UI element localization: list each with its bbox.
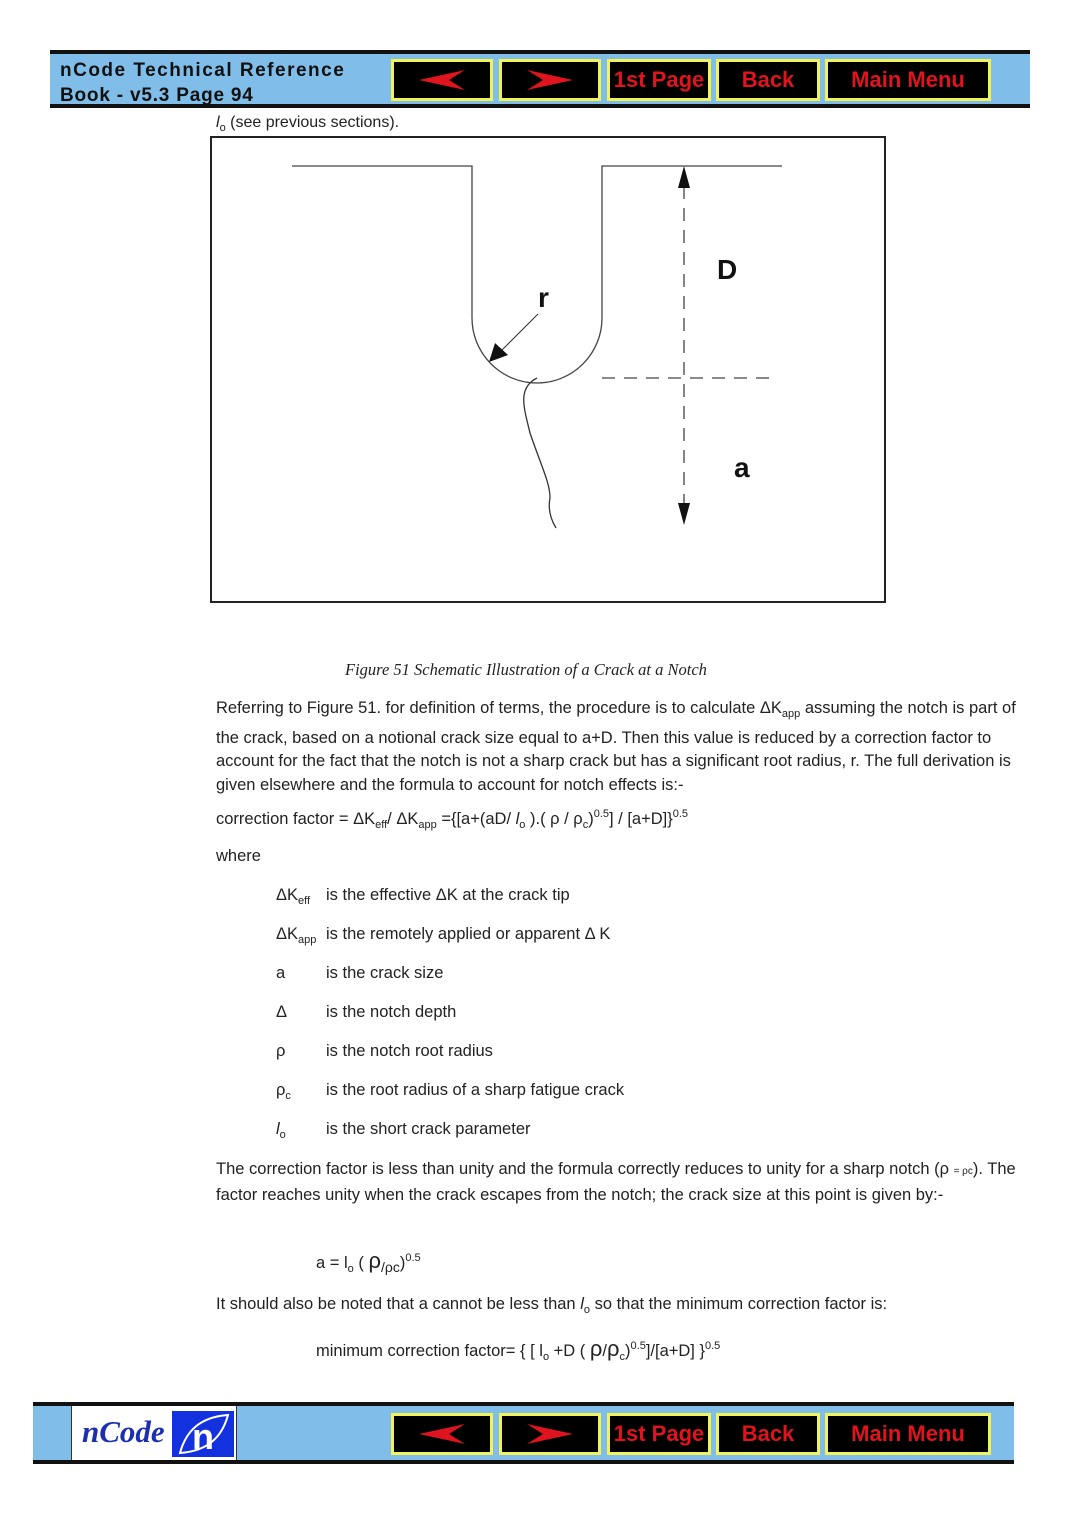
subscript: app	[418, 819, 437, 831]
symbol-l: l	[216, 114, 220, 131]
f-part: /	[602, 1342, 607, 1360]
def-symbol	[276, 925, 316, 946]
f-part: ).( ρ / ρ	[525, 810, 583, 828]
subscript: c	[582, 819, 589, 831]
subscript: o	[279, 1129, 286, 1141]
first-page-button-bottom[interactable]: 1st Page	[607, 1413, 711, 1455]
notch-profile	[292, 166, 782, 383]
rho: ρ	[589, 1336, 603, 1361]
ncode-logo-mark-icon	[172, 1411, 234, 1457]
logo-text: nCode	[82, 1414, 165, 1449]
correction-factor-formula	[216, 808, 688, 831]
title-line-2: Book - v5.3 Page 94	[60, 85, 254, 106]
exponent: 0.5	[405, 1252, 421, 1264]
label-D: D	[717, 254, 738, 285]
def-text: is the notch root radius	[326, 1042, 493, 1060]
notch-crack-diagram	[212, 138, 884, 601]
paragraph-minimum	[216, 1293, 1016, 1323]
subscript: o	[542, 1351, 550, 1363]
radius-line	[502, 314, 538, 350]
figure-51-frame	[210, 136, 886, 603]
f-part: (	[353, 1254, 369, 1272]
f-part: / ΔK	[387, 810, 419, 828]
right-arrow-icon	[527, 1424, 573, 1444]
label-r: r	[538, 282, 549, 313]
f-part: ]/[a+D] }	[645, 1342, 705, 1360]
rho: ρ	[368, 1248, 381, 1273]
f-part: ] / [a+D]}	[609, 810, 673, 828]
intro-text-body: (see previous sections).	[225, 114, 400, 131]
previous-page-button-bottom[interactable]	[391, 1413, 493, 1455]
f-part: correction factor = ΔK	[216, 810, 376, 828]
subscript: o	[583, 1304, 590, 1316]
small-text: = ρc	[953, 1166, 973, 1177]
top-arrowhead	[678, 166, 690, 188]
def-text: is the effective ΔK at the crack tip	[326, 886, 570, 904]
top-navigation-bar	[50, 50, 1030, 108]
def-symbol: a	[276, 964, 286, 982]
subscript: eff	[375, 819, 388, 831]
where-label: where	[216, 847, 261, 865]
main-menu-button-bottom[interactable]: Main Menu	[825, 1413, 991, 1455]
text: so that the minimum correction factor is:	[589, 1295, 888, 1313]
subscript: eff	[298, 895, 311, 907]
text: ). The factor reaches unity when the crack escapes from the notch; the crack size at this point is given by:-	[216, 1160, 1016, 1204]
f-part: )	[588, 810, 594, 828]
paragraph-unity	[216, 1158, 1016, 1207]
subscript: o	[519, 819, 526, 831]
subscript: /ρc	[380, 1259, 400, 1275]
rho: ρ	[607, 1336, 620, 1361]
escape-crack-size-formula	[316, 1248, 421, 1275]
paragraph-procedure	[216, 697, 1016, 797]
document-title	[60, 58, 345, 108]
minimum-correction-factor-formula	[316, 1336, 720, 1363]
ncode-logo	[71, 1406, 237, 1460]
def-text: is the remotely applied or apparent Δ K	[326, 925, 611, 943]
f-part: ={[a+(aD/	[436, 810, 516, 828]
def-symbol	[276, 1120, 286, 1141]
text: It should also be noted that a cannot be less than	[216, 1295, 581, 1313]
f-part: minimum correction factor= { [ l	[316, 1342, 543, 1360]
subscript: app	[298, 934, 317, 946]
text: The correction factor is less than unity and the formula correctly reduces to unity for a sharp notch (ρ	[216, 1160, 954, 1178]
exponent: 0.5	[593, 808, 609, 820]
left-arrow-icon	[419, 70, 465, 90]
main-menu-button[interactable]: Main Menu	[825, 59, 991, 101]
symbol: ΔK	[276, 886, 299, 904]
radius-arrowhead	[489, 343, 508, 362]
previous-page-button[interactable]	[391, 59, 493, 101]
f-part: )	[625, 1342, 631, 1360]
symbol: ρ	[276, 1081, 286, 1099]
first-page-button[interactable]: 1st Page	[607, 59, 711, 101]
bottom-arrowhead	[678, 503, 690, 525]
exponent: 0.5	[704, 1340, 721, 1352]
next-page-button[interactable]	[499, 59, 601, 101]
symbol-l: l	[580, 1295, 584, 1313]
intro-text	[216, 114, 399, 134]
def-symbol	[276, 886, 310, 907]
subscript: o	[347, 1263, 354, 1275]
symbol: l	[276, 1120, 280, 1138]
figure-caption: Figure 51 Schematic Illustration of a Crack at a Notch	[345, 660, 707, 679]
symbol: ΔK	[276, 925, 299, 943]
bottom-navigation-bar	[33, 1402, 1014, 1464]
def-symbol: Δ	[276, 1003, 288, 1021]
subscript: c	[285, 1090, 291, 1102]
title-line-1: nCode Technical Reference	[60, 60, 346, 81]
logo-mark-letter: n	[192, 1416, 214, 1457]
left-arrow-icon	[419, 1424, 465, 1444]
next-page-button-bottom[interactable]	[499, 1413, 601, 1455]
delta-k: ΔK	[759, 699, 782, 717]
back-button[interactable]: Back	[716, 59, 820, 101]
def-text: is the notch depth	[326, 1003, 457, 1021]
subscript: o	[219, 122, 226, 134]
def-symbol	[276, 1081, 291, 1102]
back-button-bottom[interactable]: Back	[716, 1413, 820, 1455]
crack-path	[524, 378, 556, 528]
def-symbol: ρ	[276, 1042, 286, 1060]
exponent: 0.5	[672, 808, 689, 820]
symbol-l: l	[515, 810, 520, 828]
f-part: +D (	[549, 1342, 590, 1360]
subscript: c	[619, 1351, 626, 1363]
def-text: is the crack size	[326, 964, 444, 982]
def-text: is the root radius of a sharp fatigue crack	[326, 1081, 625, 1099]
f-part: )	[399, 1254, 406, 1272]
logo-mark-graphic	[172, 1411, 234, 1457]
right-arrow-icon	[527, 70, 573, 90]
exponent: 0.5	[630, 1340, 646, 1352]
text: assuming the notch is part of the crack, based on a notional crack size equal to a+D. Then this value is reduced by a correction factor to account for the fact that the notch is not a sharp crack but has a significant root radius, r. The full derivation is given elsewhere and the formula to account for notch effects is:-	[216, 699, 1016, 794]
f-part: a = l	[316, 1254, 348, 1272]
def-text: is the short crack parameter	[326, 1120, 531, 1138]
label-a: a	[734, 452, 750, 483]
subscript: app	[781, 708, 801, 720]
text: Referring to Figure 51. for definition of terms, the procedure is to calculate	[216, 699, 760, 717]
